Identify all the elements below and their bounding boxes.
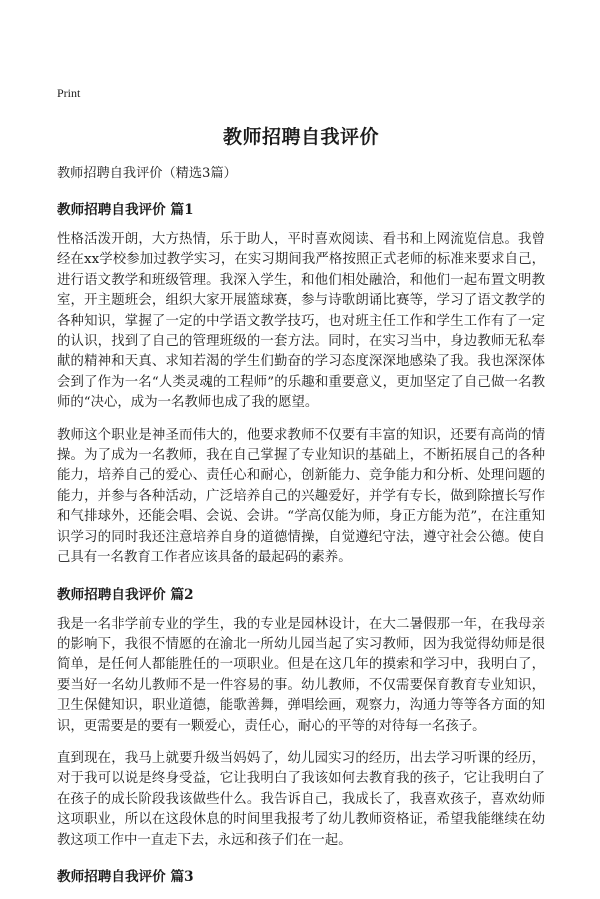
section-1-paragraph-2: 教师这个职业是神圣而伟大的，他要求教师不仅要有丰富的知识，还要有高尚的情操。为了成为一名教师，我在自己掌握了专业知识的基础上，不断拓展自己的各种能力，培养自己的爱心、责任心和耐心，创新能力、竞争能力和分析、处理问题的能力，并参与各种活动，广泛培养自己的兴趣爱好，并学有专长，做到除擅长写作和气排球外，还能会唱、会说、会讲。“学高仅能为师，身正方能为范”，在注重知识学习的同时我还注意培养自身的道德情操，自觉遵纪守法，遵守社会公德。使自己具有一名教育工作者应该具备的最起码的素养。 [57, 427, 545, 566]
document-subtitle: 教师招聘自我评价（精选3篇） [57, 166, 237, 181]
section-2-paragraph-2: 直到现在，我马上就要升级当妈妈了，幼儿园实习的经历，出去学习听课的经历，对于我可以说是终身受益，它让我明白了我该如何去教育我的孩子，它让我明白了在孩子的成长阶段我该做些什么。我告诉自己，我成长了，我喜欢孩子，喜欢幼师这项职业，所以在这段休息的时间里我报考了幼儿教师资格证，希望我能继续在幼教这项工作中一直走下去，永远和孩子们在一起。 [57, 750, 545, 848]
page-title: 教师招聘自我评价 [222, 126, 379, 148]
section-heading-3: 教师招聘自我评价 篇3 [57, 868, 194, 885]
section-heading-2: 教师招聘自我评价 篇2 [57, 586, 194, 603]
print-link[interactable]: Print [57, 86, 81, 100]
section-heading-1: 教师招聘自我评价 篇1 [57, 202, 194, 218]
section-1-paragraph-1: 性格活泼开朗，大方热情，乐于助人，平时喜欢阅读、看书和上网流览信息。我曾经在xx学校参加过教学实习，在实习期间我严格按照正式老师的标准来要求自己，进行语文教学和班级管理。我深入学生，和他们相处融洽，和他们一起布置文明教室，开主题班会，组织大家开展篮球赛，参与诗歌朗诵比赛等，学习了语文教学的各种知识，掌握了一定的中学语文教学技巧，也对班主任工作和学生工作有了一定的认识，找到了自己的管理班级的一套方法。同时，在实习当中，身边教师无私奉献的精神和天真、求知若渴的学生们勤奋的学习态度深深地感染了我。我也深深体会到了作为一名“人类灵魂的工程师”的乐趣和重要意义，更加坚定了自己做一名教师的“决心，成为一名教师也成了我的愿望。 [57, 232, 545, 411]
section-2-paragraph-1: 我是一名非学前专业的学生，我的专业是园林设计，在大二暑假那一年，在我母亲的影响下，我很不情愿的在渝北一所幼儿园当起了实习教师，因为我觉得幼师是很简单，是任何人都能胜任的一项职业。但是在这几年的摸索和学习中，我明白了，要当好一名幼儿教师不是一件容易的事。幼儿教师，不仅需要保育教育专业知识，卫生保健知识，职业道德，能歌善舞，弹唱绘画，观察力，沟通力等等各方面的知识，更需要是的要有一颗爱心，责任心，耐心的平等的对待每一名孩子。 [57, 616, 545, 734]
